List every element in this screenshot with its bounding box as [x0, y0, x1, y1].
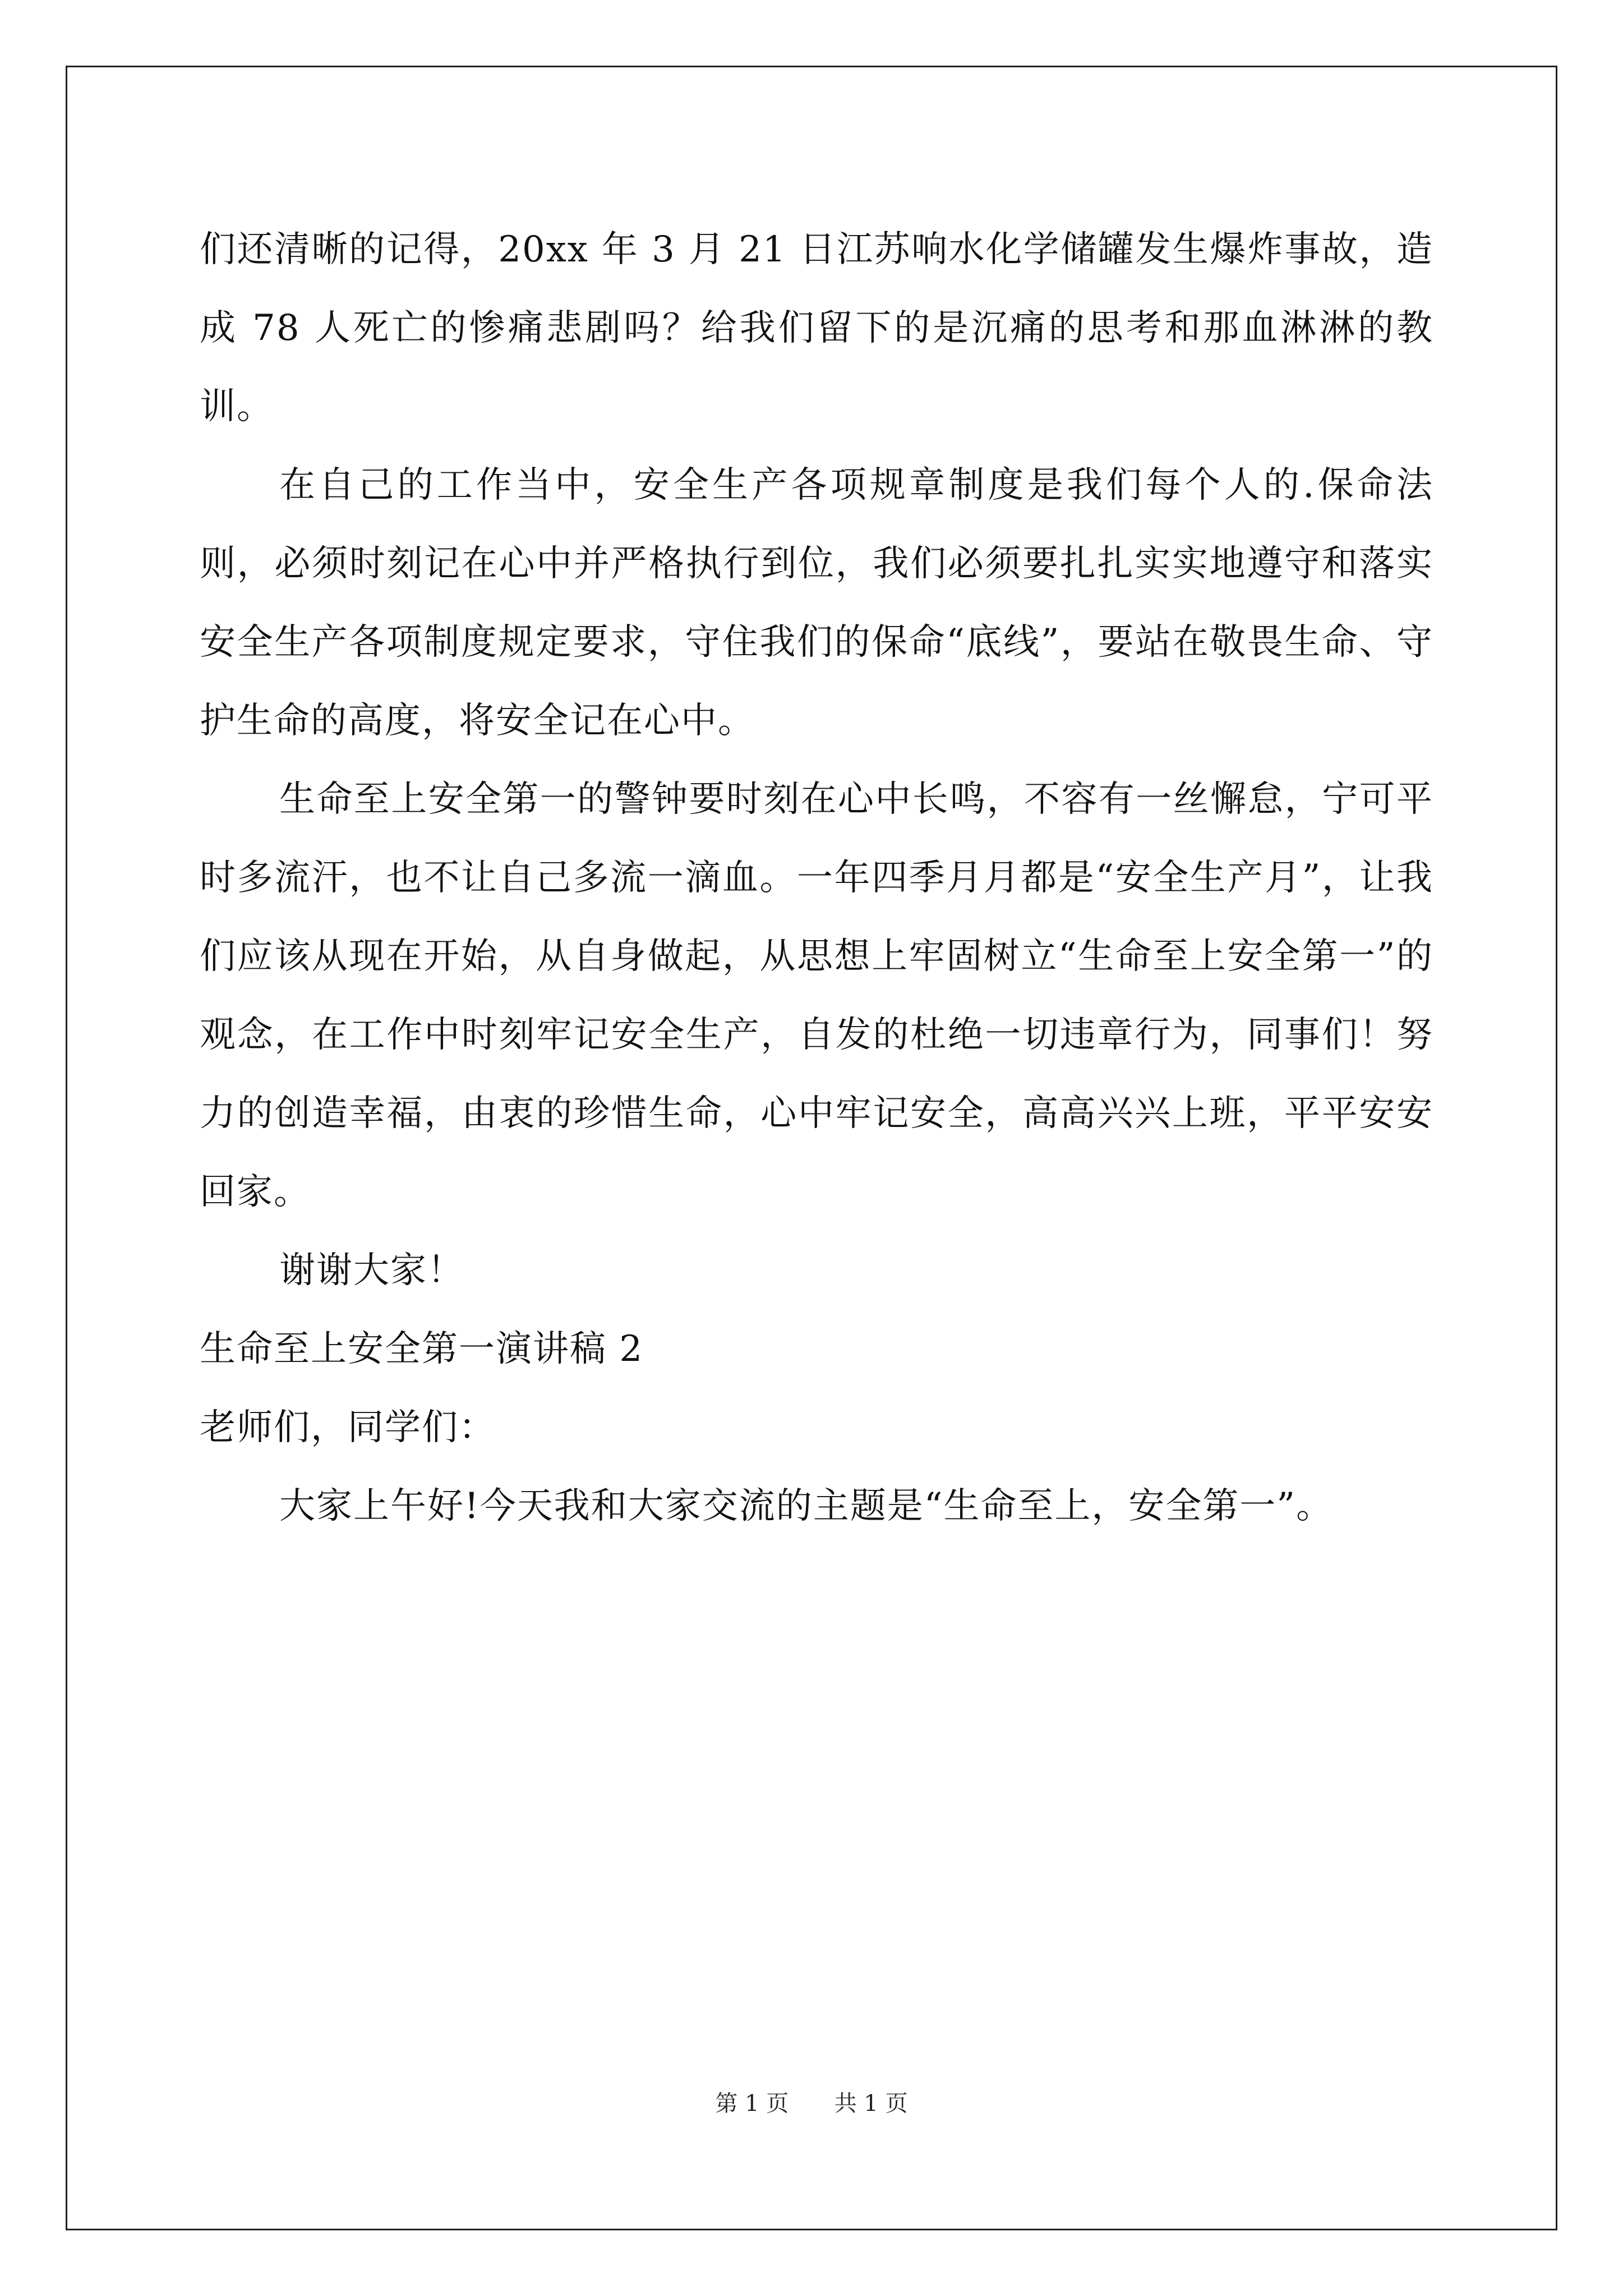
- page-number: 第 1 页: [715, 2091, 789, 2116]
- paragraph-4-thanks: 谢谢大家！: [279, 1250, 464, 1291]
- page-total: 共 1 页: [834, 2091, 908, 2116]
- section-title: 生命至上安全第一演讲稿 2: [200, 1328, 644, 1370]
- paragraph-2: 在自己的工作当中，安全生产各项规章制度是我们每个人的.保命法则，必须时刻记在心中并严格执行到位，我们必须要扎扎实实地遵守和落实安全生产各项制度规定要求，守住我们的保命“底线”，要站在敬畏生命、守护生命的高度，将安全记在心中。: [200, 464, 1433, 742]
- page-footer: [0, 2090, 1623, 2118]
- paragraph-7: 大家上午好!今天我和大家交流的主题是“生命至上，安全第一”。: [279, 1485, 1334, 1527]
- paragraph-1: 们还清晰的记得，20xx 年 3 月 21 日江苏响水化学储罐发生爆炸事故，造成 78 人死亡的惨痛悲剧吗？给我们留下的是沉痛的思考和那血淋淋的教训。: [200, 229, 1433, 427]
- salutation: 老师们，同学们：: [200, 1407, 496, 1448]
- paragraph-3: 生命至上安全第一的警钟要时刻在心中长鸣，不容有一丝懈怠，宁可平时多流汗，也不让自己多流一滴血。一年四季月月都是“安全生产月”，让我们应该从现在开始，从自身做起，从思想上牢固树立“生命至上安全第一”的观念，在工作中时刻牢记安全生产，自发的杜绝一切违章行为，同事们！努力的创造幸福，由衷的珍惜生命，心中牢记安全，高高兴兴上班，平平安安回家。: [200, 779, 1433, 1213]
- document-body: [200, 210, 1433, 1545]
